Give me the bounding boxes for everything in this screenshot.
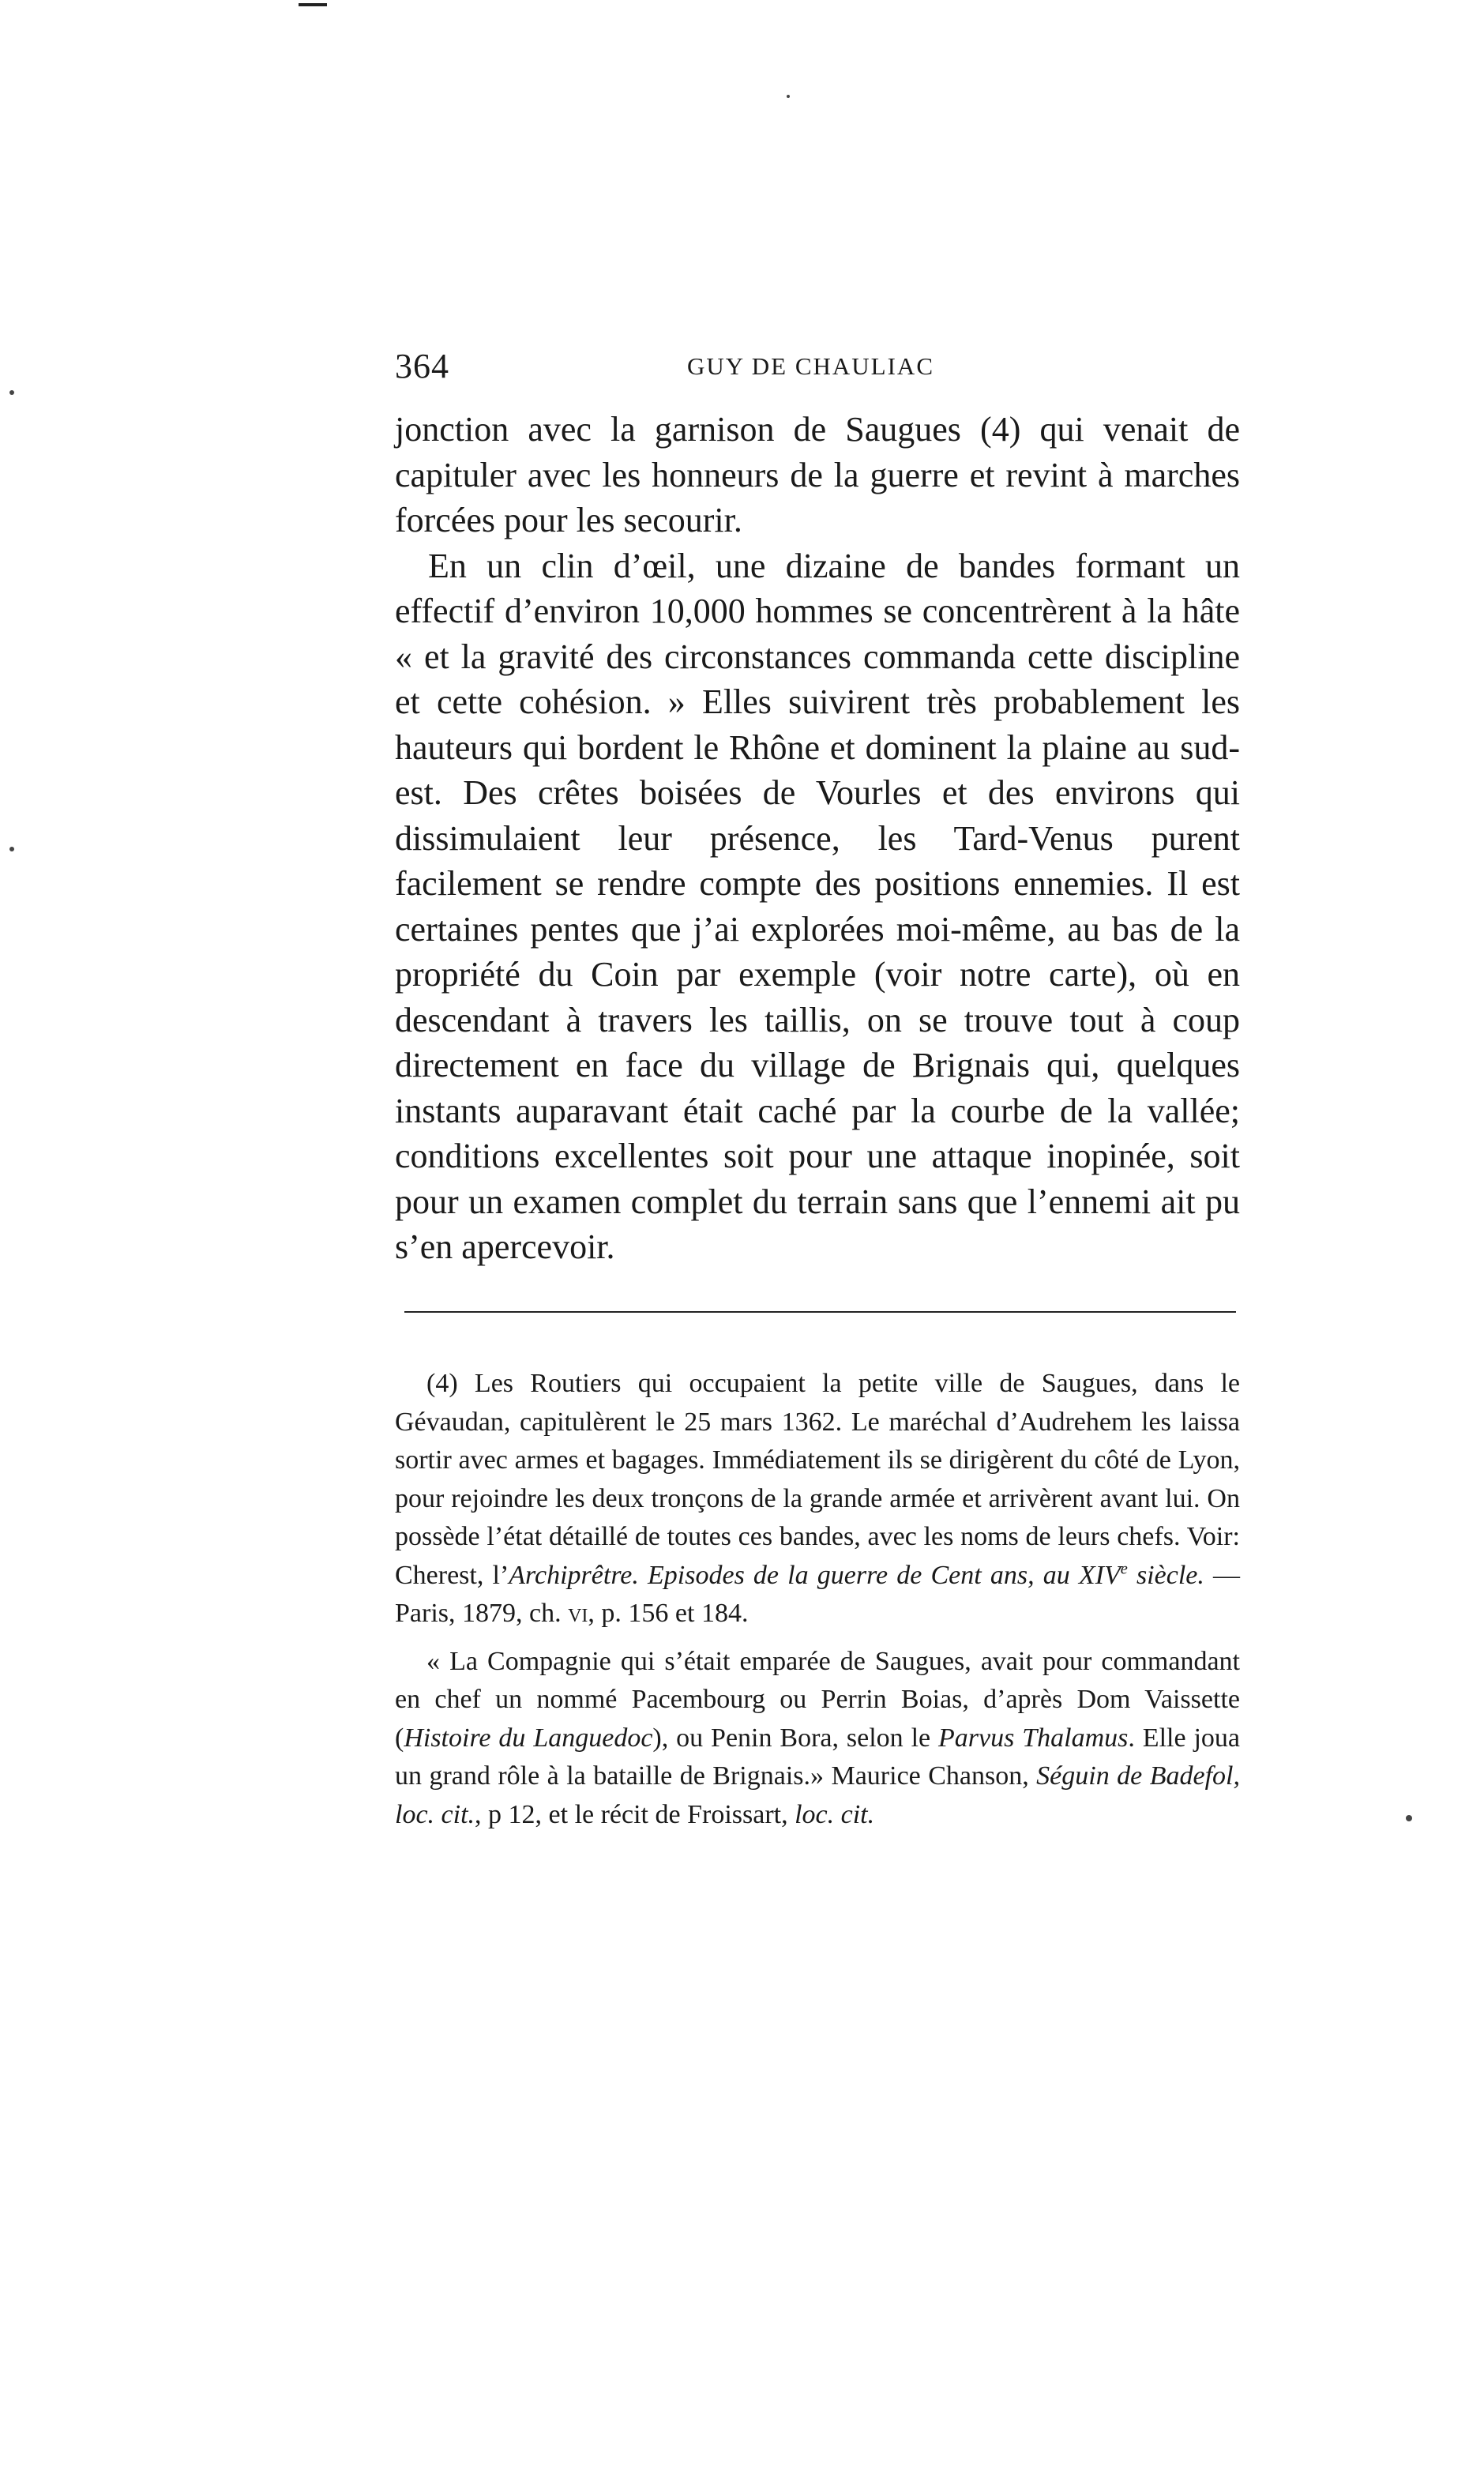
footnote-title: Archiprêtre. Episodes de la guerre de Cent ans, au XIV	[509, 1560, 1121, 1590]
scan-speck	[9, 847, 14, 851]
page-header	[395, 346, 1240, 393]
footnote	[395, 1643, 1240, 1835]
footnote-divider	[404, 1311, 1236, 1313]
print-mark	[299, 3, 327, 6]
footnote-text: ), ou Penin Bora, selon le	[652, 1723, 939, 1753]
footnote-title: Histoire du Languedoc	[404, 1723, 653, 1753]
paragraph: jonction avec la garnison de Saugues (4) qui venait de capituler avec les honneurs de la guerre et revint à marches forcées pour les secourir.	[395, 410, 1240, 539]
scan-speck	[1406, 1815, 1412, 1821]
footnote-title: Parvus Thalamus	[938, 1723, 1129, 1753]
footnote-title: siècle.	[1127, 1560, 1204, 1590]
footnote-text: , p. 156 et 184.	[588, 1599, 749, 1628]
main-text	[395, 407, 1240, 1270]
footnote-title: Séguin de Badefol, loc. cit.	[395, 1761, 1240, 1829]
footnote-chapter: vi	[568, 1599, 588, 1628]
scan-speck	[9, 390, 14, 395]
footnote	[395, 1365, 1240, 1633]
footnote-text: . Elle joua un grand rôle à la bataille de Brignais.» Maurice Chanson,	[395, 1723, 1241, 1791]
footnote-superscript: e	[1120, 1560, 1128, 1578]
scan-speck	[787, 95, 790, 98]
footnote-text: « La Compagnie qui s’était emparée de Saugues, avait pour commandant en chef un nommé Pacembourg ou Perrin Boias, d’après Dom Vaissette (	[395, 1646, 1240, 1753]
footnote-text: (4) Les Routiers qui occupaient la petite ville de Saugues, dans le Gévaudan, capitulèrent le 25 mars 1362. Le maréchal d’Audrehem les laissa sortir avec armes et bagages. Immédiatement ils se dirigèrent du côté de Lyon, pour rejoindre les deux tronçons de la grande armée et arrivèrent avant lui. On possède l’état détaillé de toutes ces bandes, avec les noms de leurs chefs. Voir: Cherest, l’	[395, 1369, 1240, 1590]
paragraph: En un clin d’œil, une dizaine de bandes formant un effectif d’environ 10,000 hommes se concentrèrent à la hâte « et la gravité des circonstances commanda cette discipline et cette cohésion. » Elles suivirent très probablement les hauteurs qui bordent le Rhône et dominent la plaine au sud-est. Des crêtes boisées de Vourles et des environs qui dissimulaient leur présence, les Tard-Venus purent facilement se rendre compte des positions ennemies. Il est certaines pentes que j’ai explorées moi-même, au bas de la propriété du Coin par exemple (voir notre carte), où en descendant à travers les taillis, on se trouve tout à coup directement en face du village de Brignais qui, quelques instants auparavant était caché par la courbe de la vallée; conditions excellentes soit pour une attaque inopinée, soit pour un examen complet du terrain sans que l’ennemi ait pu s’en apercevoir.	[395, 546, 1240, 1266]
footnote-title: loc. cit.	[795, 1799, 875, 1829]
running-head: GUY DE CHAULIAC	[687, 352, 934, 380]
page-number: 364	[395, 347, 449, 385]
footnotes	[395, 1365, 1240, 1834]
footnote-text: , p 12, et le récit de Froissart,	[475, 1799, 795, 1829]
footnote-text: — Paris, 1879, ch.	[395, 1560, 1240, 1628]
